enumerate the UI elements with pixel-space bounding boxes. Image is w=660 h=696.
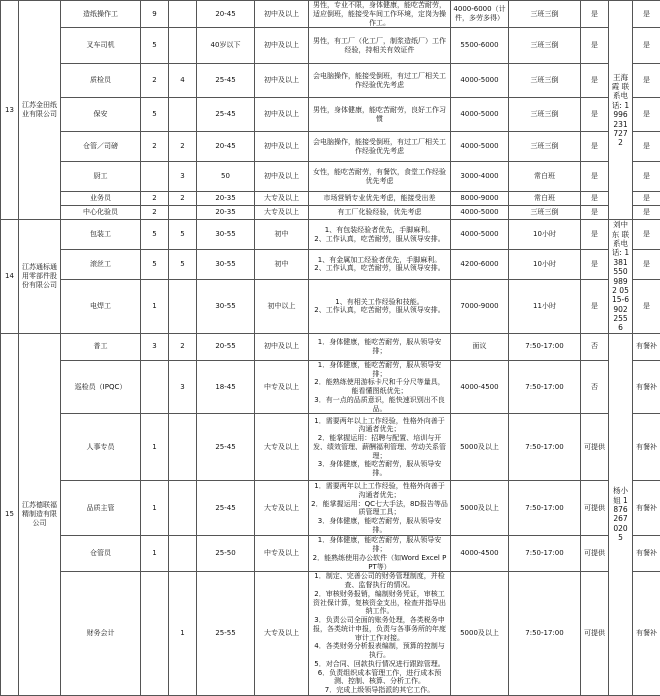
age-range: 40岁以下 bbox=[197, 28, 255, 64]
education: 大专及以上 bbox=[255, 481, 309, 536]
work-schedule: 7:50-17:00 bbox=[509, 536, 581, 572]
salary: 5000及以上 bbox=[451, 572, 509, 696]
work-schedule: 7:50-17:00 bbox=[509, 572, 581, 696]
job-title: 造纸操作工 bbox=[61, 1, 141, 28]
requirement-line: 2．能熟练使用游标卡尺和千分尺等量具，能看懂图纸优先； bbox=[311, 378, 448, 396]
education: 大专及以上 bbox=[255, 572, 309, 696]
age-range: 50 bbox=[197, 162, 255, 192]
table-row bbox=[1, 98, 660, 132]
headcount-extra bbox=[169, 98, 197, 132]
table-row bbox=[1, 572, 660, 696]
insurance: 可提供 bbox=[581, 481, 609, 536]
meal-benefit: 是 bbox=[633, 279, 660, 333]
headcount-extra: 3 bbox=[169, 360, 197, 414]
headcount bbox=[141, 572, 169, 696]
education: 初中及以上 bbox=[255, 98, 309, 132]
requirements bbox=[309, 536, 451, 572]
insurance: 可提供 bbox=[581, 572, 609, 696]
company-name: 江苏通标通用零部件股份有限公司 bbox=[19, 220, 61, 334]
requirement-line: 市场营销专业优先考虑，能接受出差 bbox=[311, 194, 448, 203]
requirement-line: 1、有相关工作经验和技能。 bbox=[311, 298, 448, 307]
headcount bbox=[141, 162, 169, 192]
meal-benefit: 是 bbox=[633, 132, 660, 162]
table-row bbox=[1, 206, 660, 220]
insurance: 是 bbox=[581, 132, 609, 162]
requirement-line: 会电脑操作，能接受倒班，有过工厂相关工作经验优先考虑 bbox=[311, 72, 448, 90]
salary: 8000-9000 bbox=[451, 192, 509, 206]
education: 中专及以上 bbox=[255, 360, 309, 414]
meal-benefit: 有餐补 bbox=[633, 572, 660, 696]
requirement-line: 3．身体健康，能吃苦耐劳，服从领导安排。 bbox=[311, 517, 448, 535]
headcount: 1 bbox=[141, 536, 169, 572]
work-schedule: 7:50-17:00 bbox=[509, 414, 581, 481]
requirements bbox=[309, 250, 451, 280]
work-schedule: 10小时 bbox=[509, 220, 581, 250]
education: 初中及以上 bbox=[255, 28, 309, 64]
headcount-extra: 5 bbox=[169, 250, 197, 280]
work-schedule: 11小时 bbox=[509, 279, 581, 333]
job-title: 质检员 bbox=[61, 64, 141, 98]
salary: 4000-5000 bbox=[451, 98, 509, 132]
meal-benefit: 是 bbox=[633, 250, 660, 280]
job-title: 仓管／司磅 bbox=[61, 132, 141, 162]
headcount: 3 bbox=[141, 333, 169, 360]
job-title: 包装工 bbox=[61, 220, 141, 250]
job-title: 保安 bbox=[61, 98, 141, 132]
age-range: 20-35 bbox=[197, 206, 255, 220]
table-row bbox=[1, 250, 660, 280]
age-range: 18-45 bbox=[197, 360, 255, 414]
headcount-extra: 5 bbox=[169, 220, 197, 250]
requirement-line: 1．身体健康，能吃苦耐劳，服从领导安排； bbox=[311, 338, 448, 356]
headcount: 5 bbox=[141, 250, 169, 280]
headcount-extra: 3 bbox=[169, 162, 197, 192]
insurance: 是 bbox=[581, 98, 609, 132]
insurance: 是 bbox=[581, 250, 609, 280]
company-number: 15 bbox=[1, 333, 19, 695]
requirement-line: 5．对合同、回款执行情况进行跟踪管理。 bbox=[311, 660, 448, 669]
headcount bbox=[141, 360, 169, 414]
requirement-line: 3．负责公司全面的账务处理，各类税务申报，各类统计申报，负责与各事务所的年度审计工作对接。 bbox=[311, 616, 448, 642]
table-row bbox=[1, 192, 660, 206]
requirements bbox=[309, 333, 451, 360]
requirement-line: 男性，专业不限，身体健康，能吃苦耐劳，适应倒班，能接受车间工作环境，定岗为操作工。 bbox=[311, 1, 448, 27]
age-range: 30-55 bbox=[197, 220, 255, 250]
job-title: 业务员 bbox=[61, 192, 141, 206]
requirements bbox=[309, 206, 451, 220]
headcount: 5 bbox=[141, 98, 169, 132]
headcount-extra bbox=[169, 279, 197, 333]
age-range: 30-55 bbox=[197, 250, 255, 280]
education: 初中以上 bbox=[255, 279, 309, 333]
work-schedule: 三班三倒 bbox=[509, 98, 581, 132]
salary: 3000-4000 bbox=[451, 162, 509, 192]
salary: 4000-6000（计件，多劳多得） bbox=[451, 1, 509, 28]
requirements bbox=[309, 572, 451, 696]
work-schedule: 7:50-17:00 bbox=[509, 360, 581, 414]
headcount-extra bbox=[169, 28, 197, 64]
age-range: 25-50 bbox=[197, 536, 255, 572]
table-row bbox=[1, 28, 660, 64]
job-title: 叉车司机 bbox=[61, 28, 141, 64]
meal-benefit: 有餐补 bbox=[633, 536, 660, 572]
requirements bbox=[309, 192, 451, 206]
education: 初中 bbox=[255, 250, 309, 280]
meal-benefit: 有餐补 bbox=[633, 333, 660, 360]
salary: 5000及以上 bbox=[451, 481, 509, 536]
table-row bbox=[1, 64, 660, 98]
requirement-line: 1．需要两年以上工作经验，性格外向善于沟通者优先； bbox=[311, 482, 448, 500]
salary: 面议 bbox=[451, 333, 509, 360]
insurance: 否 bbox=[581, 333, 609, 360]
requirement-line: 3．身体健康，能吃苦耐劳，服从领导安排。 bbox=[311, 460, 448, 478]
contact-info: 刘中东 联系电话: 13815509892 0515-69022556 bbox=[609, 220, 633, 334]
headcount: 5 bbox=[141, 28, 169, 64]
insurance: 是 bbox=[581, 64, 609, 98]
meal-benefit: 是 bbox=[633, 220, 660, 250]
insurance: 是 bbox=[581, 206, 609, 220]
insurance: 否 bbox=[581, 360, 609, 414]
salary: 5500-6000 bbox=[451, 28, 509, 64]
education: 初中及以上 bbox=[255, 333, 309, 360]
insurance: 可提供 bbox=[581, 536, 609, 572]
education: 大专及以上 bbox=[255, 192, 309, 206]
work-schedule: 三班三倒 bbox=[509, 132, 581, 162]
salary: 4000-4500 bbox=[451, 536, 509, 572]
education: 初中及以上 bbox=[255, 64, 309, 98]
contact-info: 杨小姐 18762670205 bbox=[609, 333, 633, 695]
requirements bbox=[309, 28, 451, 64]
work-schedule: 10小时 bbox=[509, 250, 581, 280]
meal-benefit: 是 bbox=[633, 162, 660, 192]
company-number: 13 bbox=[1, 1, 19, 220]
headcount-extra: 2 bbox=[169, 192, 197, 206]
requirement-line: 1．身体健康，能吃苦耐劳，服从领导安排； bbox=[311, 536, 448, 554]
requirement-line: 3．有一点的品质意识，能快速识别出不良品。 bbox=[311, 396, 448, 414]
work-schedule: 常白班 bbox=[509, 162, 581, 192]
requirement-line: 4．各类财务分析报表编制，预算的控制与执行。 bbox=[311, 642, 448, 660]
salary: 4000-4500 bbox=[451, 360, 509, 414]
contact-info: 王海霞 联系电话: 19962317272 bbox=[609, 1, 633, 220]
age-range: 25-45 bbox=[197, 414, 255, 481]
requirement-line: 1．需要两年以上工作经验，性格外向善于沟通者优先； bbox=[311, 417, 448, 435]
education: 大专及以上 bbox=[255, 206, 309, 220]
requirements bbox=[309, 98, 451, 132]
table-row bbox=[1, 132, 660, 162]
insurance: 是 bbox=[581, 279, 609, 333]
headcount-extra: 2 bbox=[169, 132, 197, 162]
job-title: 电焊工 bbox=[61, 279, 141, 333]
salary: 4000-5000 bbox=[451, 220, 509, 250]
headcount: 1 bbox=[141, 279, 169, 333]
headcount-extra bbox=[169, 1, 197, 28]
table-row bbox=[1, 481, 660, 536]
meal-benefit: 是 bbox=[633, 192, 660, 206]
job-title: 财务会计 bbox=[61, 572, 141, 696]
headcount-extra bbox=[169, 536, 197, 572]
meal-benefit: 是 bbox=[633, 206, 660, 220]
work-schedule: 7:50-17:00 bbox=[509, 481, 581, 536]
headcount-extra: 1 bbox=[169, 572, 197, 696]
insurance: 是 bbox=[581, 28, 609, 64]
meal-benefit: 是 bbox=[633, 1, 660, 28]
education: 初中及以上 bbox=[255, 162, 309, 192]
requirements bbox=[309, 64, 451, 98]
headcount: 2 bbox=[141, 64, 169, 98]
requirement-line: 有工厂化验经验，优先考虑 bbox=[311, 208, 448, 217]
insurance: 可提供 bbox=[581, 414, 609, 481]
education: 初中及以上 bbox=[255, 1, 309, 28]
headcount-extra bbox=[169, 481, 197, 536]
insurance: 是 bbox=[581, 192, 609, 206]
requirement-line: 2．能掌握运用：招聘与配置、培训与开发、绩效管理、薪酬福利管理、劳动关系管理； bbox=[311, 434, 448, 460]
company-number: 14 bbox=[1, 220, 19, 334]
table-row bbox=[1, 220, 660, 250]
salary: 4000-5000 bbox=[451, 206, 509, 220]
table-body bbox=[1, 1, 660, 696]
table-row bbox=[1, 414, 660, 481]
requirement-line: 会电脑操作，能接受倒班，有过工厂相关工作经验优先考虑 bbox=[311, 138, 448, 156]
meal-benefit: 有餐补 bbox=[633, 481, 660, 536]
requirement-line: 1．制定、完善公司的财务管理制度，并检查、监督执行的情况。 bbox=[311, 572, 448, 590]
job-title: 仓管员 bbox=[61, 536, 141, 572]
requirement-line: 2、工作认真，吃苦耐劳，服从领导安排。 bbox=[311, 235, 448, 244]
age-range: 30-55 bbox=[197, 279, 255, 333]
headcount: 2 bbox=[141, 206, 169, 220]
requirements bbox=[309, 1, 451, 28]
meal-benefit: 是 bbox=[633, 64, 660, 98]
headcount: 5 bbox=[141, 220, 169, 250]
salary: 4000-5000 bbox=[451, 132, 509, 162]
requirements bbox=[309, 360, 451, 414]
salary: 5000及以上 bbox=[451, 414, 509, 481]
work-schedule: 三班三倒 bbox=[509, 206, 581, 220]
age-range: 20-45 bbox=[197, 132, 255, 162]
headcount-extra bbox=[169, 206, 197, 220]
requirement-line: 7．完成上级领导指派的其它工作。 bbox=[311, 686, 448, 695]
age-range: 25-45 bbox=[197, 64, 255, 98]
work-schedule: 7:50-17:00 bbox=[509, 333, 581, 360]
education: 大专及以上 bbox=[255, 414, 309, 481]
job-title: 中心化验员 bbox=[61, 206, 141, 220]
age-range: 20-45 bbox=[197, 1, 255, 28]
requirements bbox=[309, 162, 451, 192]
salary: 7000-9000 bbox=[451, 279, 509, 333]
headcount-extra: 2 bbox=[169, 333, 197, 360]
requirement-line: 男性，有工厂（化工厂，制浆造纸厂）工作经验，持相关有效证件 bbox=[311, 37, 448, 55]
table-row bbox=[1, 536, 660, 572]
age-range: 25-55 bbox=[197, 572, 255, 696]
salary: 4000-5000 bbox=[451, 64, 509, 98]
requirement-line: 1．身体健康，能吃苦耐劳，服从领导安排； bbox=[311, 361, 448, 379]
requirement-line: 2．能熟练使用办公软件（如Word Excel PPT等） bbox=[311, 554, 448, 572]
requirements bbox=[309, 481, 451, 536]
job-title: 人事专员 bbox=[61, 414, 141, 481]
table-row bbox=[1, 162, 660, 192]
requirement-line: 1、有金属加工经验者优先，手脚麻利。 bbox=[311, 256, 448, 265]
work-schedule: 常白班 bbox=[509, 192, 581, 206]
requirements bbox=[309, 279, 451, 333]
headcount: 9 bbox=[141, 1, 169, 28]
table-row bbox=[1, 360, 660, 414]
requirement-line: 2、工作认真，吃苦耐劳，服从领导安排。 bbox=[311, 264, 448, 273]
headcount: 1 bbox=[141, 481, 169, 536]
age-range: 25-45 bbox=[197, 481, 255, 536]
insurance: 是 bbox=[581, 1, 609, 28]
headcount-extra: 4 bbox=[169, 64, 197, 98]
job-title: 普工 bbox=[61, 333, 141, 360]
job-title: 品质主管 bbox=[61, 481, 141, 536]
job-title: 厨工 bbox=[61, 162, 141, 192]
requirements bbox=[309, 414, 451, 481]
job-title: 巡检员（IPQC） bbox=[61, 360, 141, 414]
age-range: 20-55 bbox=[197, 333, 255, 360]
meal-benefit: 是 bbox=[633, 28, 660, 64]
education: 初中及以上 bbox=[255, 132, 309, 162]
requirement-line: 1、有包装经验者优先，手脚麻利。 bbox=[311, 226, 448, 235]
headcount: 1 bbox=[141, 414, 169, 481]
insurance: 是 bbox=[581, 220, 609, 250]
table-row bbox=[1, 279, 660, 333]
requirement-line: 2．能掌握运用：QC七大手法，8D报告等品质管理工具； bbox=[311, 500, 448, 518]
requirement-line: 2、工作认真，吃苦耐劳，服从领导安排。 bbox=[311, 306, 448, 315]
work-schedule: 三班三倒 bbox=[509, 1, 581, 28]
requirement-line: 2．审核财务报销，编制财务凭证，审核工资社保计算，复核资金支出，检查并指导出纳工作。 bbox=[311, 590, 448, 616]
job-title: 滚丝工 bbox=[61, 250, 141, 280]
headcount: 2 bbox=[141, 192, 169, 206]
meal-benefit: 是 bbox=[633, 98, 660, 132]
requirement-line: 男性，身体健康，能吃苦耐劳，良好工作习惯 bbox=[311, 106, 448, 124]
requirement-line: 6．负责组织成本管理工作，进行成本预测、控制、核算、分析工作。 bbox=[311, 669, 448, 687]
work-schedule: 三班三倒 bbox=[509, 64, 581, 98]
headcount: 2 bbox=[141, 132, 169, 162]
requirements bbox=[309, 220, 451, 250]
requirements bbox=[309, 132, 451, 162]
company-name: 江苏德联福精制造有限公司 bbox=[19, 333, 61, 695]
education: 中专及以上 bbox=[255, 536, 309, 572]
age-range: 25-45 bbox=[197, 98, 255, 132]
headcount-extra bbox=[169, 414, 197, 481]
requirement-line: 女性，能吃苦耐劳，有餐饮，食堂工作经验优先考虑 bbox=[311, 168, 448, 186]
insurance: 是 bbox=[581, 162, 609, 192]
work-schedule: 三班三倒 bbox=[509, 28, 581, 64]
salary: 4200-6000 bbox=[451, 250, 509, 280]
age-range: 20-35 bbox=[197, 192, 255, 206]
education: 初中 bbox=[255, 220, 309, 250]
table-row bbox=[1, 333, 660, 360]
company-name: 江苏金田纸业有限公司 bbox=[19, 1, 61, 220]
table-row bbox=[1, 1, 660, 28]
meal-benefit: 有餐补 bbox=[633, 414, 660, 481]
meal-benefit: 有餐补 bbox=[633, 360, 660, 414]
